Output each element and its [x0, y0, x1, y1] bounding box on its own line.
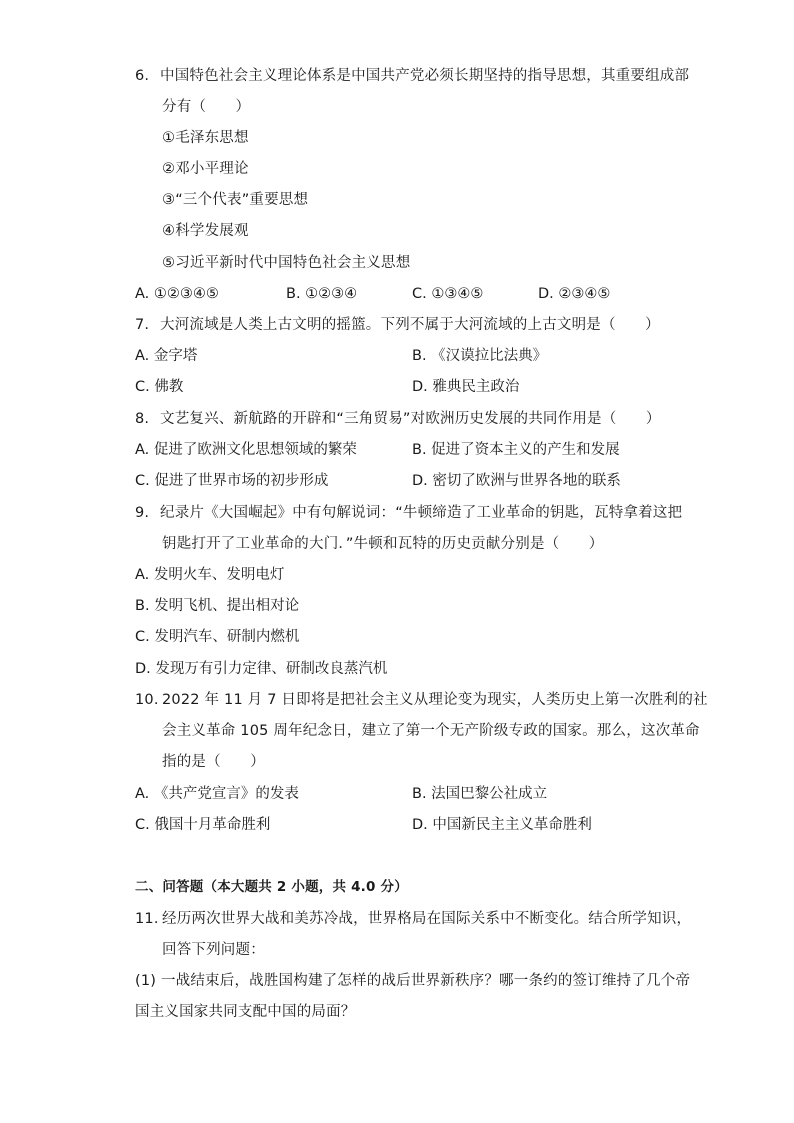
- q10-stem-line2: 会主义革命 105 周年纪念日，建立了第一个无产阶级专政的国家。那么，这次革命: [162, 723, 700, 739]
- q8-option-b: B. 促进了资本主义的产生和发展: [412, 442, 620, 458]
- section-2-title: 二、问答题（本大题共 2 小题，共 4.0 分）: [135, 879, 408, 895]
- q10-option-d: D. 中国新民主主义革命胜利: [412, 817, 592, 833]
- q11-sub1-line1: (1) 一战结束后，战胜国构建了怎样的战后世界新秩序？哪一条约的签订维持了几个帝: [135, 973, 691, 989]
- q10-option-b: B. 法国巴黎公社成立: [412, 786, 548, 802]
- q8-option-a: A. 促进了欧洲文化思想领域的繁荣: [135, 442, 357, 458]
- q7-option-b: B. 《汉谟拉比法典》: [412, 348, 548, 364]
- q9-stem-line1: 9. 纪录片《大国崛起》中有句解说词：“牛顿缔造了工业革命的钥匙，瓦特拿着这把: [135, 505, 683, 521]
- q8-option-d: D. 密切了欧洲与世界各地的联系: [412, 473, 621, 489]
- q8-stem-line1: 8. 文艺复兴、新航路的开辟和“三角贸易”对欧洲历史发展的共同作用是（ ）: [135, 411, 661, 427]
- q10-number: 10.: [135, 692, 159, 708]
- q7-option-c: C. 佛教: [135, 379, 184, 395]
- q6-item-5: ⑤习近平新时代中国特色社会主义思想: [162, 255, 411, 271]
- q6-option-a: A. ①②③④⑤: [135, 286, 219, 302]
- q7-option-a: A. 金字塔: [135, 348, 198, 364]
- q6-item-3: ③“三个代表”重要思想: [162, 192, 309, 208]
- q6-item-2: ②邓小平理论: [162, 161, 249, 177]
- q9-option-d: D. 发现万有引力定律、研制改良蒸汽机: [135, 661, 388, 677]
- q9-option-a: A. 发明火车、发明电灯: [135, 567, 285, 583]
- q8-number: 8.: [135, 411, 150, 427]
- q9-option-c: C. 发明汽车、研制内燃机: [135, 629, 300, 645]
- q10-stem-line1: 10. 2022 年 11 月 7 日即将是把社会主义从理论变为现实，人类历史上第一次胜利的社: [135, 692, 708, 708]
- q6-option-c: C. ①③④⑤: [412, 286, 484, 302]
- q11-sub1-line2: 国主义国家共同支配中国的局面？: [135, 1004, 356, 1020]
- q11-number: 11.: [135, 911, 159, 927]
- q11-stem-line2: 回答下列问题：: [162, 942, 265, 958]
- q6-stem-line2: 分有（ ）: [162, 99, 251, 115]
- q6-number: 6.: [135, 68, 150, 84]
- q6-option-b: B. ①②③④: [286, 286, 358, 302]
- q9-option-b: B. 发明飞机、提出相对论: [135, 598, 300, 614]
- q10-option-a: A. 《共产党宣言》的发表: [135, 786, 299, 802]
- q7-stem-line1: 7. 大河流域是人类上古文明的摇篮。下列不属于大河流域的上古文明是（ ）: [135, 317, 660, 333]
- q8-option-c: C. 促进了世界市场的初步形成: [135, 473, 329, 489]
- q6-stem-line1: 6. 中国特色社会主义理论体系是中国共产党必须长期坚持的指导思想，其重要组成部: [135, 68, 690, 84]
- q7-number: 7.: [135, 317, 150, 333]
- q10-stem-line3: 指的是（ ）: [162, 754, 265, 770]
- q9-number: 9.: [135, 505, 150, 521]
- q10-option-c: C. 俄国十月革命胜利: [135, 817, 271, 833]
- q11-stem-line1: 11. 经历两次世界大战和美苏冷战，世界格局在国际关系中不断变化。结合所学知识，: [135, 911, 692, 927]
- q6-item-4: ④科学发展观: [162, 223, 249, 239]
- q6-item-1: ①毛泽东思想: [162, 130, 249, 146]
- q9-stem-line2: 钥匙打开了工业革命的大门．”牛顿和瓦特的历史贡献分别是（ ）: [162, 536, 604, 552]
- q6-option-d: D. ②③④⑤: [538, 286, 611, 302]
- q7-option-d: D. 雅典民主政治: [412, 379, 520, 395]
